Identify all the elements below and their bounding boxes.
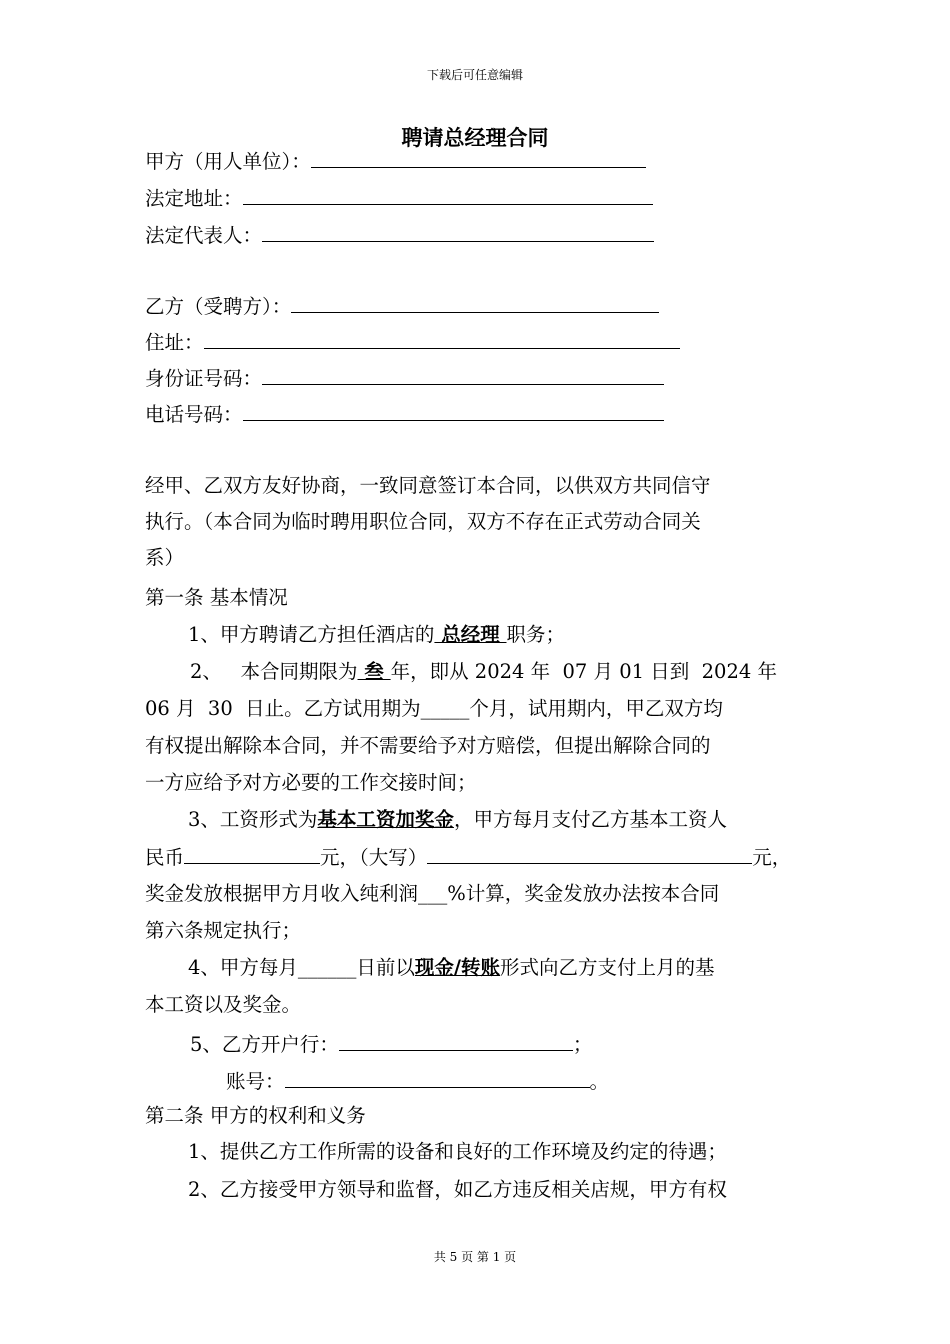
- page-footer: 共 5 页 第 1 页: [433, 1250, 517, 1264]
- clause-1-4-pre: 4、甲方每月______日前以: [188, 956, 415, 979]
- intro-line-3: 系）: [145, 546, 185, 569]
- party-b-address-line: [145, 328, 680, 357]
- clause-1-3-line-2: [145, 843, 791, 872]
- clause-1-3-line-4: 第六条规定执行；: [145, 919, 302, 942]
- clause-1-3-currency-label: 民币: [145, 846, 185, 869]
- party-b-phone-blank[interactable]: [243, 400, 664, 421]
- clause-1-3-post: ，甲方每月支付乙方基本工资人: [453, 808, 727, 831]
- clause-1-3: [188, 806, 727, 834]
- party-b-name-line: [145, 292, 659, 321]
- party-b-id-label: 身份证号码：: [145, 367, 263, 390]
- account-label: 账号：: [226, 1070, 285, 1093]
- clause-1-1-pre: 1、甲方聘请乙方担任酒店的: [188, 623, 435, 646]
- party-b-name-label: 乙方（受聘方）：: [145, 295, 292, 318]
- clause-1-4-method: 现金/转账: [414, 956, 501, 979]
- intro-line-2: 执行。（本合同为临时聘用职位合同，双方不存在正式劳动合同关: [145, 510, 701, 533]
- account-period: 。: [589, 1070, 610, 1093]
- clause-1-1: [188, 621, 565, 649]
- party-b-name-blank[interactable]: [291, 292, 659, 313]
- intro-line-1: 经甲、乙双方友好协商，一致同意签订本合同，以供双方共同信守: [145, 474, 711, 497]
- clause-1-3-yuan: 元，: [752, 846, 792, 869]
- clause-1-2: [190, 658, 777, 686]
- clause-1-4-line-2: 本工资以及奖金。: [145, 993, 302, 1016]
- party-a-address-label: 法定地址：: [145, 187, 243, 210]
- bank-semicolon: ；: [572, 1033, 593, 1056]
- salary-amount-blank[interactable]: [184, 843, 320, 864]
- party-b-phone-label: 电话号码：: [145, 403, 243, 426]
- party-a-rep-line: [145, 221, 654, 250]
- clause-2-1: 1、提供乙方工作所需的设备和良好的工作环境及约定的待遇；: [188, 1140, 727, 1163]
- party-a-rep-blank[interactable]: [262, 221, 654, 242]
- clause-1-3-wage-form: 基本工资加奖金: [317, 808, 454, 831]
- party-a-rep-label: 法定代表人：: [145, 224, 263, 247]
- article-1-heading: 第一条 基本情况: [145, 586, 288, 609]
- party-a-address-blank[interactable]: [243, 184, 653, 205]
- bank-blank[interactable]: [339, 1030, 573, 1051]
- party-b-address-blank[interactable]: [204, 328, 680, 349]
- clause-1-2-line-3: 有权提出解除本合同，并不需要给予对方赔偿，但提出解除合同的: [145, 734, 711, 757]
- party-a-name-blank[interactable]: [311, 147, 646, 168]
- clause-1-5-bank: [190, 1030, 592, 1059]
- party-a-address-line: [145, 184, 653, 213]
- clause-1-3-line-3: 奖金发放根据甲方月收入纯利润___%计算，奖金发放办法按本合同: [145, 882, 720, 905]
- document-title: 聘请总经理合同: [401, 125, 549, 150]
- party-a-name-label: 甲方（用人单位）：: [145, 150, 311, 173]
- clause-1-4: [188, 954, 715, 982]
- party-b-phone-line: [145, 400, 664, 429]
- party-b-id-blank[interactable]: [262, 364, 664, 385]
- clause-1-3-capital-label: 元，（大写）: [320, 846, 428, 869]
- clause-1-2-term: 叁: [357, 660, 391, 683]
- page-header-note: 下载后可任意编辑: [426, 68, 523, 82]
- salary-capital-blank[interactable]: [427, 843, 752, 864]
- clause-1-5-account: [226, 1067, 609, 1096]
- clause-1-2-post: 年，即从 2024 年 07 月 01 日到 2024 年: [390, 660, 777, 683]
- bank-label: 5、乙方开户行：: [190, 1033, 339, 1056]
- clause-1-4-post: 形式向乙方支付上月的基: [500, 956, 715, 979]
- article-2-heading: 第二条 甲方的权利和义务: [145, 1104, 366, 1127]
- clause-1-3-pre: 3、工资形式为: [188, 808, 318, 831]
- party-b-address-label: 住址：: [145, 331, 204, 354]
- clause-2-2: 2、乙方接受甲方领导和监督，如乙方违反相关店规，甲方有权: [188, 1178, 727, 1201]
- party-b-id-line: [145, 364, 664, 393]
- clause-1-2-pre: 2、 本合同期限为: [190, 660, 358, 683]
- clause-1-2-line-4: 一方应给予对方必要的工作交接时间；: [145, 771, 477, 794]
- clause-1-2-line-2: 06 月 30 日止。乙方试用期为_____个月，试用期内，甲乙双方均: [145, 697, 723, 720]
- clause-1-1-position: 总经理: [434, 623, 507, 646]
- account-blank[interactable]: [285, 1067, 590, 1088]
- clause-1-1-post: 职务；: [506, 623, 566, 646]
- party-a-name-line: [145, 147, 646, 176]
